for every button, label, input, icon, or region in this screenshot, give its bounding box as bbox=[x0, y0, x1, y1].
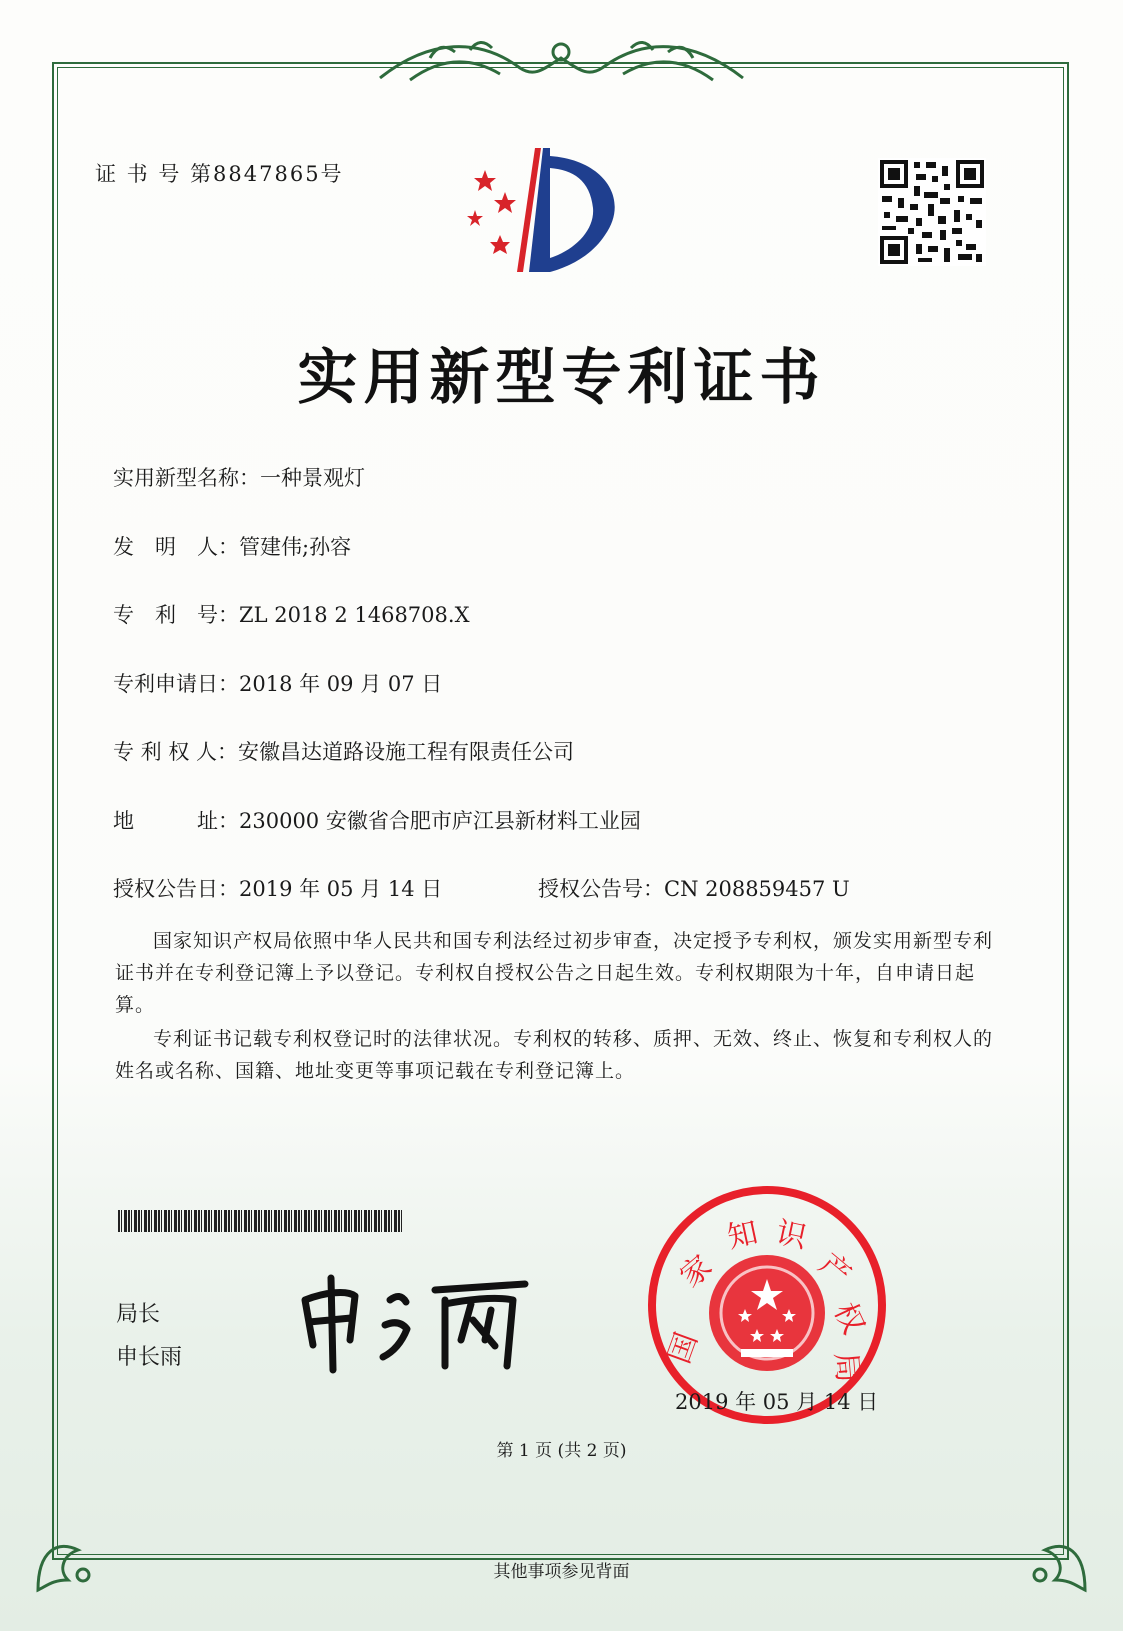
field-value: 2018 年 09 月 07 日 bbox=[239, 672, 443, 696]
seal-character: 家 bbox=[673, 1248, 719, 1295]
field-patentee bbox=[113, 736, 574, 766]
qr-code-icon bbox=[878, 158, 986, 266]
seal-date: 2019 年 05 月 14 日 bbox=[675, 1390, 879, 1414]
certificate-number: 证 书 号 第8847865号 bbox=[95, 162, 344, 186]
field-label: 实用新型名称： bbox=[113, 466, 260, 490]
field-label: 发 明 人： bbox=[113, 535, 239, 559]
seal-character: 权 bbox=[826, 1297, 872, 1340]
field-patent-number bbox=[113, 599, 470, 629]
field-address bbox=[113, 805, 641, 835]
field-label: 专 利 权 人： bbox=[113, 740, 239, 764]
director-name: 申长雨 bbox=[116, 1345, 183, 1370]
field-value: 管建伟;孙容 bbox=[239, 535, 352, 559]
barcode-icon bbox=[118, 1210, 403, 1232]
seal-character: 知 bbox=[724, 1215, 762, 1256]
field-label: 授权公告日： bbox=[113, 877, 239, 901]
field-value: 230000 安徽省合肥市庐江县新材料工业园 bbox=[239, 809, 641, 833]
top-ornament-icon bbox=[370, 28, 753, 92]
body-paragraph: 国家知识产权局依照中华人民共和国专利法经过初步审查，决定授予专利权，颁发实用新型专利证书并在专利登记簿上予以登记。专利权自授权公告之日起生效。专利权期限为十年，自申请日起算。 bbox=[115, 930, 994, 1016]
seal-character: 识 bbox=[772, 1215, 810, 1256]
field-value: CN 208859457 U bbox=[664, 877, 850, 901]
seal-character: 局 bbox=[827, 1350, 866, 1384]
field-grant-date bbox=[113, 873, 442, 903]
field-value: 2019 年 05 月 14 日 bbox=[239, 877, 443, 901]
certificate-title: 实用新型专利证书 bbox=[297, 343, 826, 413]
field-value: 安徽昌达道路设施工程有限责任公司 bbox=[238, 740, 575, 764]
field-label: 专 利 号： bbox=[113, 603, 239, 627]
field-grant-number bbox=[538, 873, 850, 903]
page-number: 第 1 页 (共 2 页) bbox=[496, 1441, 627, 1461]
seal-text bbox=[657, 1195, 877, 1415]
director-signature-icon bbox=[295, 1270, 545, 1380]
field-value: 一种景观灯 bbox=[260, 466, 365, 490]
field-utility-model-name bbox=[113, 462, 365, 492]
seal-character: 国 bbox=[661, 1328, 705, 1369]
body-paragraph: 专利证书记载专利权登记时的法律状况。专利权的转移、质押、无效、终止、恢复和专利权人的姓名或名称、国籍、地址变更等事项记载在专利登记簿上。 bbox=[115, 1028, 994, 1082]
field-filing-date bbox=[113, 668, 442, 698]
field-value: ZL 2018 2 1468708.X bbox=[239, 603, 470, 627]
field-label: 授权公告号： bbox=[538, 877, 664, 901]
field-label: 专利申请日： bbox=[113, 672, 239, 696]
bottom-note: 其他事项参见背面 bbox=[493, 1562, 630, 1582]
field-label: 地 址： bbox=[113, 809, 239, 833]
director-title: 局长 bbox=[116, 1302, 161, 1327]
seal-character: 产 bbox=[812, 1246, 858, 1293]
field-inventor bbox=[113, 531, 351, 561]
patent-office-logo-icon bbox=[455, 140, 625, 280]
